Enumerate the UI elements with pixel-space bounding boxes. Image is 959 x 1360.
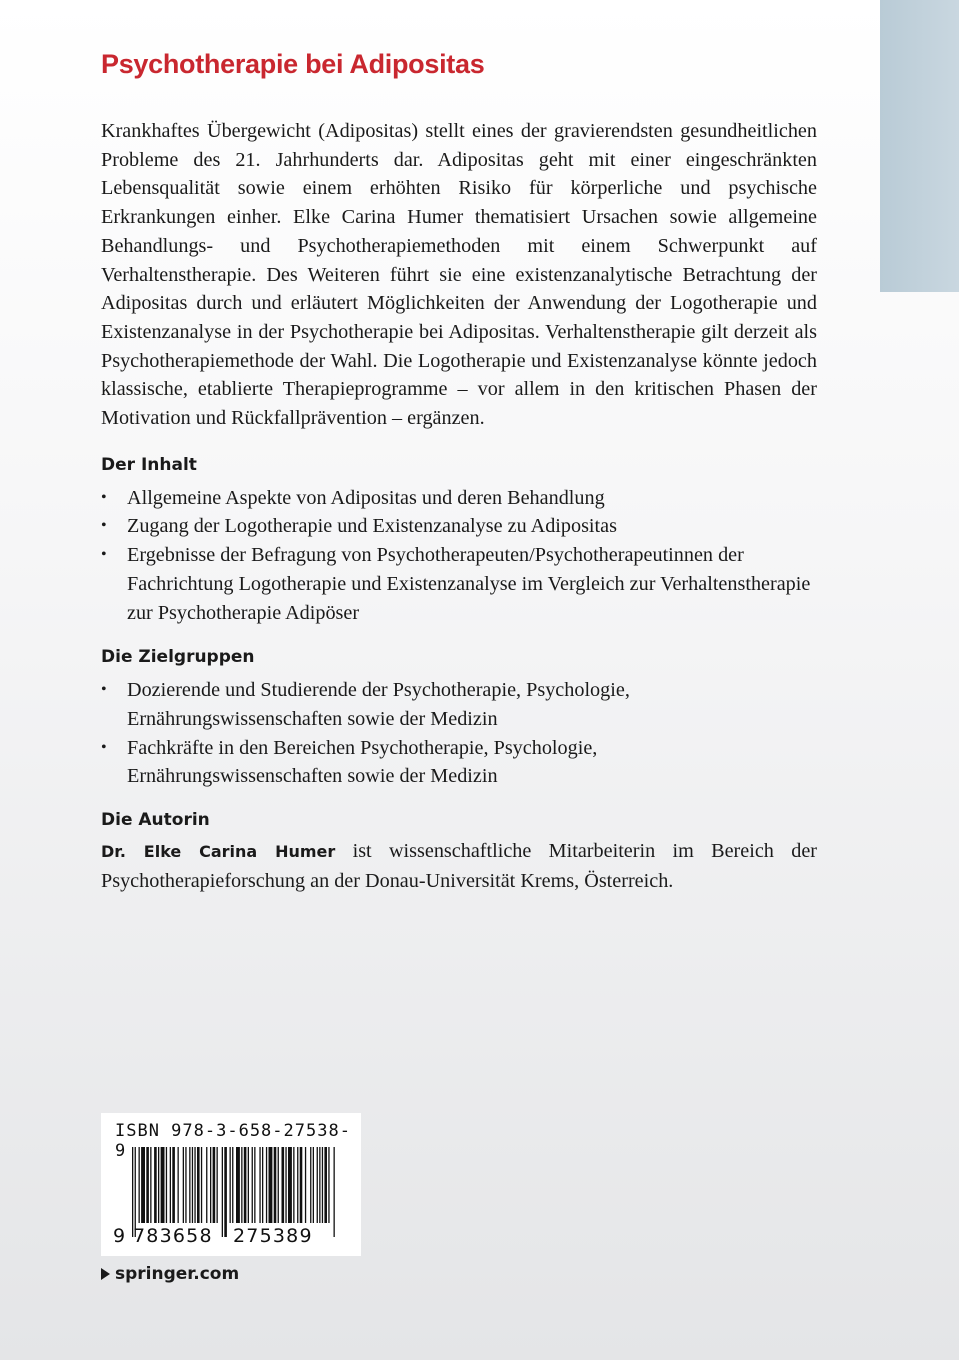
description-paragraph: Krankhaftes Übergewicht (Adipositas) stellt eines der gravierendsten gesundheitlichen Probleme des 21. Jahrhunderts dar. Adipositas geht mit einer eingeschränkten Lebensqualität sowie einem erhöhten Risiko für körperliche und psychische Erkrankungen einher. Elke Carina Humer thematisiert Ursachen sowie allgemeine Behandlungs- und Psychotherapiemethoden mit einem Schwerpunkt auf Verhaltenstherapie. Des Weiteren führt sie eine existenzanalytische Betrachtung der Adipositas durch und erläutert Möglichkeiten der Anwendung der Logotherapie und Existenzanalyse in der Psychotherapie bei Adipositas. Verhaltenstherapie gilt derzeit als Psychotherapiemethode der Wahl. Die Logotherapie und Existenzanalyse könnte jedoch klassische, etablierte Therapieprogramme – vor allem in den kritischen Phasen der Motivation und Rückfallprävention – ergänzen.	[101, 120, 817, 430]
barcode-bar	[213, 1147, 216, 1223]
author-bio-text: ist wissenschaftliche Mitarbeiterin im Bereich der Psychotherapieforschung an der Donau-Universität Krems, Österreich.	[101, 840, 817, 892]
barcode-bar	[161, 1147, 165, 1223]
barcode-bar	[252, 1147, 253, 1223]
barcode-bar	[248, 1147, 249, 1223]
barcode-bar	[297, 1147, 298, 1223]
section-heading-zielgruppen: Die Zielgruppen	[101, 647, 255, 668]
publisher-link-label: springer.com	[115, 1264, 240, 1284]
barcode-bar	[192, 1147, 193, 1223]
barcode-bar	[172, 1147, 175, 1223]
section-heading-autorin: Die Autorin	[101, 810, 210, 831]
barcode-bar	[183, 1147, 184, 1223]
barcode-bar	[310, 1147, 311, 1223]
barcode-bar	[254, 1147, 255, 1223]
barcode-bar	[274, 1147, 277, 1223]
barcode-bar	[232, 1147, 233, 1223]
barcode-bar	[324, 1147, 327, 1223]
barcode-bar	[241, 1147, 242, 1223]
barcode-bar	[139, 1147, 140, 1223]
arrow-right-icon	[101, 1268, 110, 1280]
barcode-bar	[224, 1147, 227, 1237]
barcode-bar	[328, 1147, 329, 1223]
publisher-link[interactable]	[101, 1262, 239, 1286]
barcode-bar	[236, 1147, 240, 1223]
zielgruppen-list	[101, 676, 817, 791]
barcode-bar	[317, 1147, 318, 1223]
barcode-bar	[269, 1147, 273, 1223]
list-item: • Zugang der Logotherapie und Existenzanalyse zu Adipositas	[101, 512, 817, 541]
author-bio	[101, 837, 817, 895]
barcode-right-digits: 275389	[233, 1225, 313, 1247]
barcode-bar	[166, 1147, 167, 1223]
barcode-bar	[266, 1147, 267, 1223]
barcode-bar	[278, 1147, 279, 1223]
barcode-first-digit: 9	[113, 1225, 126, 1247]
barcode-bar	[217, 1147, 218, 1223]
barcode-bar	[300, 1147, 303, 1223]
list-item: • Allgemeine Aspekte von Adipositas und deren Behandlung	[101, 484, 817, 513]
barcode-bar	[146, 1147, 149, 1223]
barcode-bar	[178, 1147, 179, 1223]
list-item: • Ergebnisse der Befragung von Psychotherapeuten/Psychotherapeutinnen der Fachrichtung Logotherapie und Existenzanalyse im Vergleich zur Verhaltenstherapie zur Psychotherapie Adipöser	[101, 541, 817, 627]
book-title: Psychotherapie bei Adipositas	[101, 49, 485, 79]
barcode-bar	[189, 1147, 190, 1223]
barcode-bar	[185, 1147, 186, 1223]
barcode-bar	[334, 1147, 335, 1237]
list-item: • Dozierende und Studierende der Psychotherapie, Psychologie, Ernährungswissenschaften sowie der Medizin	[101, 676, 817, 733]
barcode-bar	[282, 1147, 285, 1223]
barcode-bar	[319, 1147, 320, 1223]
barcode-bar	[322, 1147, 323, 1223]
barcode-bar	[170, 1147, 171, 1223]
section-heading-inhalt: Der Inhalt	[101, 454, 197, 475]
list-item: • Fachkräfte in den Bereichen Psychotherapie, Psychologie, Ernährungswissenschaften sowie der Medizin	[101, 734, 817, 791]
barcode-bar	[222, 1147, 223, 1237]
barcode-bar	[154, 1147, 157, 1223]
barcode-left-digits: 783658	[133, 1225, 213, 1247]
barcode-bar	[285, 1147, 286, 1223]
back-cover-content	[101, 44, 817, 895]
author-name: Dr. Elke Carina Humer	[101, 842, 336, 862]
barcode-bar	[244, 1147, 247, 1223]
side-color-tab	[880, 0, 959, 292]
barcode-bar	[210, 1147, 211, 1223]
barcode-bar	[259, 1147, 260, 1223]
barcode-bar	[150, 1147, 151, 1223]
barcode-bar	[197, 1147, 200, 1223]
inhalt-list	[101, 484, 817, 628]
barcode-bar	[206, 1147, 207, 1223]
barcode-bar	[132, 1147, 133, 1237]
barcode-bar	[194, 1147, 195, 1223]
barcode-bar	[135, 1147, 136, 1237]
barcode-bar	[313, 1147, 314, 1223]
barcode-bar	[158, 1147, 159, 1223]
barcode-bar	[262, 1147, 263, 1223]
isbn-label: ISBN 978-3-658-27538-9	[115, 1121, 351, 1161]
barcode-bar	[293, 1147, 294, 1223]
isbn-barcode	[101, 1113, 361, 1256]
barcode-bar	[141, 1147, 145, 1223]
barcode-bar	[288, 1147, 292, 1223]
barcode-bar	[230, 1147, 231, 1223]
barcode-bar	[201, 1147, 202, 1223]
barcode-bar	[305, 1147, 306, 1223]
